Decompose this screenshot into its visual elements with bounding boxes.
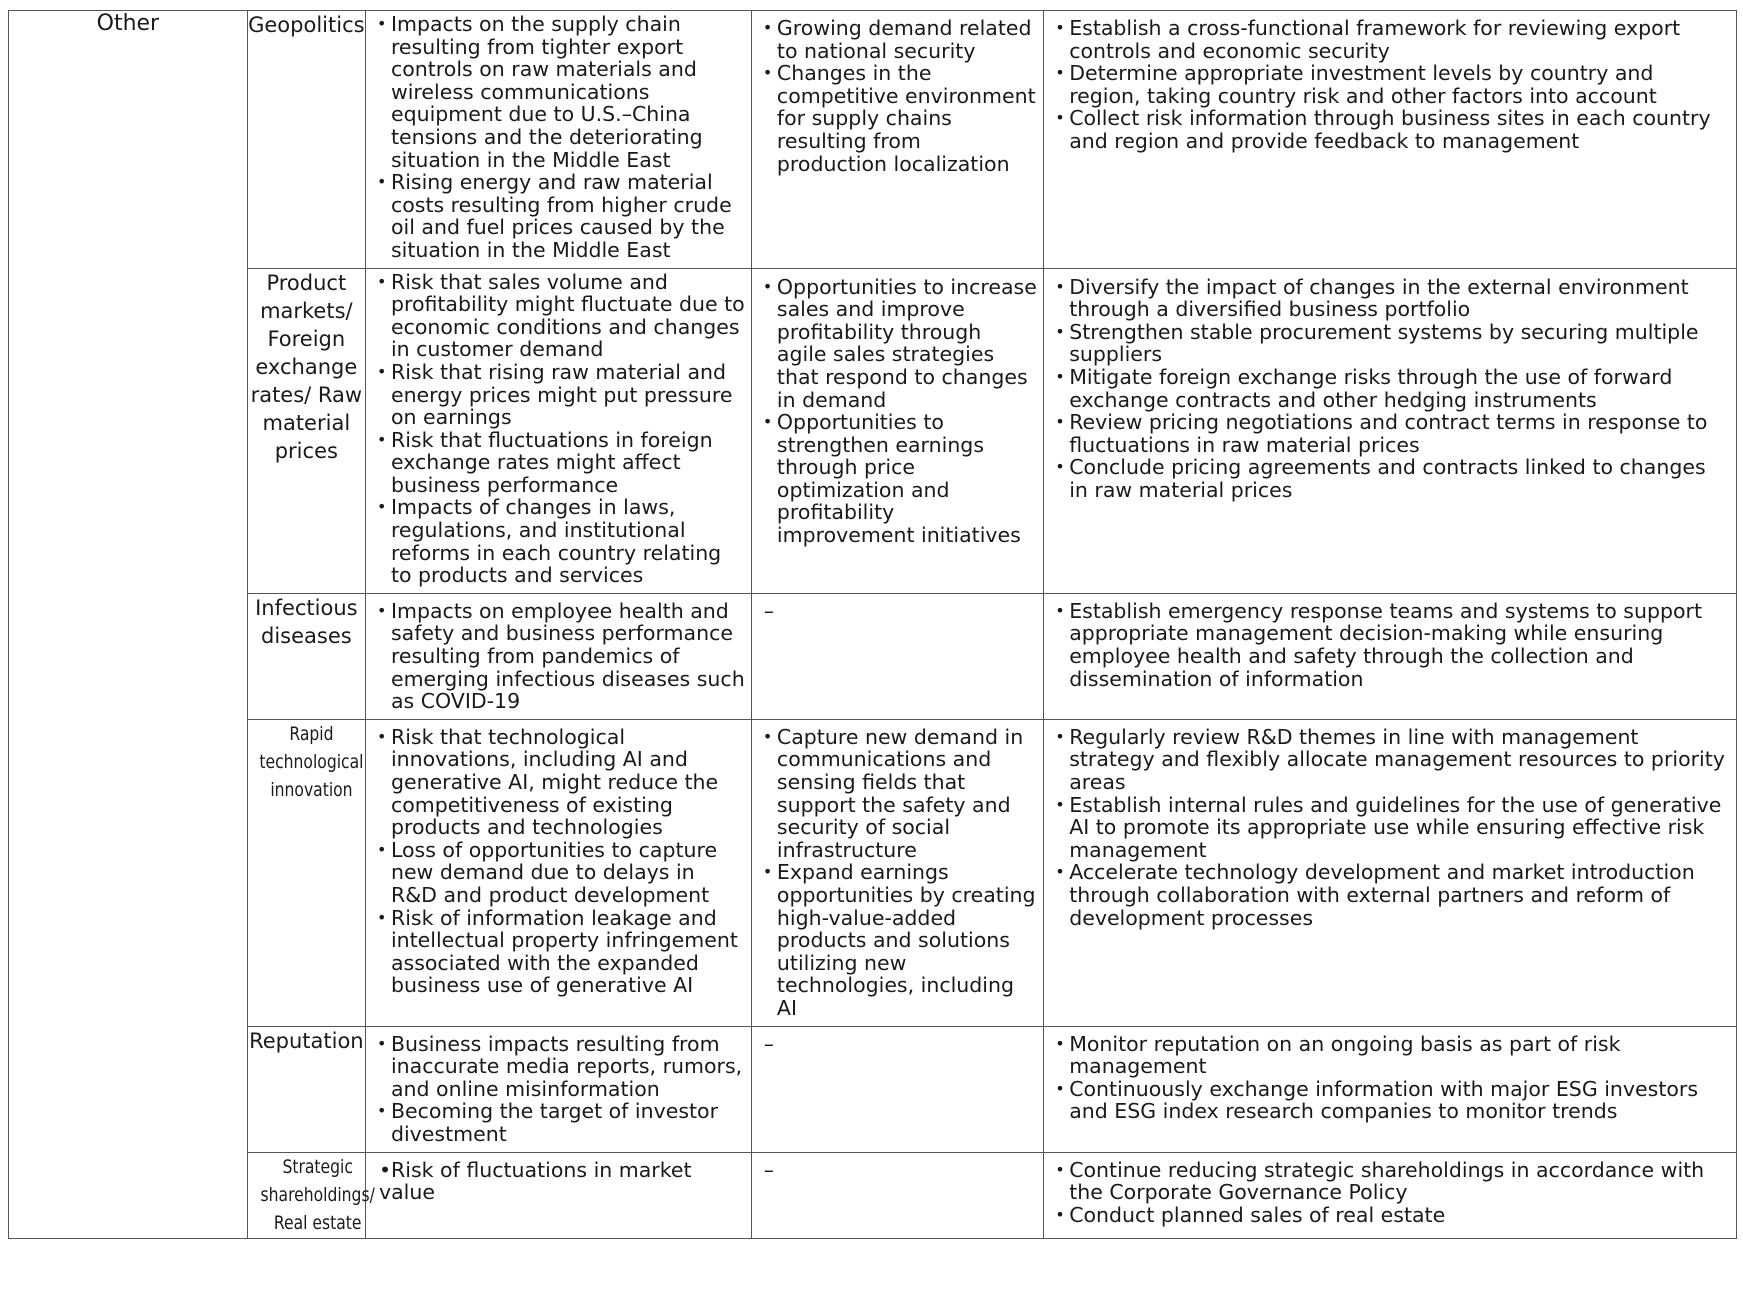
- table-row: [9, 719, 1737, 1026]
- risk-item: • Business impacts resulting from inaccurate media reports, rumors, and online misinformation: [377, 1033, 745, 1101]
- opportunity-item: • Opportunities to strengthen earnings through price optimization and profitability improvement initiatives: [763, 411, 1037, 547]
- response-item: • Mitigate foreign exchange risks through the use of forward exchange contracts and other hedging instruments: [1055, 366, 1730, 411]
- risk-item: • Rising energy and raw material costs resulting from higher crude oil and fuel prices caused by the situation in the Middle East: [377, 171, 745, 261]
- table-row: [9, 268, 1737, 593]
- response-item: • Monitor reputation on an ongoing basis as part of risk management: [1055, 1033, 1730, 1078]
- category-cell: [9, 11, 248, 1239]
- opportunity-dash: –: [763, 1031, 774, 1056]
- responses-cell: [1044, 593, 1737, 719]
- risk-item: • Impacts of changes in laws, regulations, and institutional reforms in each country relating to products and services: [377, 496, 745, 586]
- subcategory-label: Rapid technological innovation: [259, 722, 364, 801]
- risk-item: • Becoming the target of investor divestment: [377, 1100, 745, 1145]
- risk-item: • Risk of information leakage and intellectual property infringement associated with the expanded business use of generative AI: [377, 907, 745, 997]
- subcategory-label: Reputation: [249, 1028, 364, 1053]
- subcategory-cell: [247, 719, 365, 1026]
- response-item: • Establish emergency response teams and systems to support appropriate management decision-making while ensuring employee health and safety through the collection and dissemination of information: [1055, 600, 1730, 690]
- opportunities-cell: [751, 268, 1043, 593]
- subcategory-label: Strategic shareholdings/ Real estate: [260, 1155, 375, 1234]
- opportunities-cell: [751, 1026, 1043, 1152]
- table-row: [9, 1026, 1737, 1152]
- response-item: • Regularly review R&D themes in line with management strategy and flexibly allocate management resources to priority areas: [1055, 726, 1730, 794]
- opportunities-cell: [751, 11, 1043, 269]
- risks-cell: [365, 719, 751, 1026]
- response-item: • Review pricing negotiations and contract terms in response to fluctuations in raw material prices: [1055, 411, 1730, 456]
- subcategory-cell: [247, 1152, 375, 1238]
- opportunity-item: • Changes in the competitive environment for supply chains resulting from production localization: [763, 62, 1037, 175]
- opportunity-item: • Capture new demand in communications and sensing fields that support the safety and security of social infrastructure: [763, 726, 1037, 862]
- subcategory-cell: [247, 11, 365, 269]
- risk-item: • Risk that technological innovations, including AI and generative AI, might reduce the competitiveness of existing products and technologies: [377, 726, 745, 839]
- subcategory-label: Product markets/ Foreign exchange rates/ Raw material prices: [250, 270, 363, 463]
- response-item: • Establish a cross-functional framework for reviewing export controls and economic security: [1055, 17, 1730, 62]
- risk-table: [8, 10, 1737, 1239]
- opportunities-cell: [751, 1152, 1043, 1238]
- opportunities-cell: [751, 719, 1043, 1026]
- responses-cell: [1044, 11, 1737, 269]
- response-item: • Collect risk information through business sites in each country and region and provide feedback to management: [1055, 107, 1730, 152]
- opportunity-item: • Expand earnings opportunities by creating high-value-added products and solutions utilizing new technologies, including AI: [763, 861, 1037, 1019]
- risk-item: •Risk of fluctuations in market value: [378, 1157, 692, 1205]
- response-item: • Accelerate technology development and market introduction through collaboration with external partners and reform of development processes: [1055, 861, 1730, 929]
- opportunity-item: • Opportunities to increase sales and improve profitability through agile sales strategies that respond to changes in demand: [763, 276, 1037, 412]
- responses-cell: [1044, 268, 1737, 593]
- subcategory-label: Infectious diseases: [255, 595, 358, 648]
- response-item: • Strengthen stable procurement systems by securing multiple suppliers: [1055, 321, 1730, 366]
- opportunities-cell: [751, 593, 1043, 719]
- subcategory-label: Geopolitics: [248, 13, 365, 37]
- category-label: Other: [96, 11, 160, 36]
- response-item: • Conduct planned sales of real estate: [1055, 1204, 1730, 1227]
- subcategory-cell: [247, 1026, 365, 1152]
- table-row: [9, 593, 1737, 719]
- response-item: • Establish internal rules and guidelines for the use of generative AI to promote its appropriate use while ensuring effective risk management: [1055, 794, 1730, 862]
- opportunity-dash: –: [763, 598, 774, 623]
- risks-cell: [365, 593, 751, 719]
- table-row: [9, 1152, 1737, 1238]
- response-item: • Diversify the impact of changes in the external environment through a diversified business portfolio: [1055, 276, 1730, 321]
- response-item: • Continuously exchange information with major ESG investors and ESG index research companies to monitor trends: [1055, 1078, 1730, 1123]
- opportunity-item: • Growing demand related to national security: [763, 17, 1037, 62]
- opportunity-dash: –: [763, 1157, 774, 1182]
- risk-item: • Risk that sales volume and profitability might fluctuate due to economic conditions and changes in customer demand: [377, 271, 745, 361]
- responses-cell: [1044, 1026, 1737, 1152]
- responses-cell: [1044, 719, 1737, 1026]
- risk-item: • Impacts on employee health and safety and business performance resulting from pandemics of emerging infectious diseases such as COVID-19: [377, 600, 745, 713]
- response-item: • Continue reducing strategic shareholdings in accordance with the Corporate Governance Policy: [1055, 1159, 1730, 1204]
- risk-item: • Loss of opportunities to capture new demand due to delays in R&D and product development: [377, 839, 745, 907]
- response-item: • Determine appropriate investment levels by country and region, taking country risk and other factors into account: [1055, 62, 1730, 107]
- risk-item: • Risk that fluctuations in foreign exchange rates might affect business performance: [377, 429, 745, 497]
- risks-cell: [365, 1152, 751, 1238]
- response-item: • Conclude pricing agreements and contracts linked to changes in raw material prices: [1055, 456, 1730, 501]
- risks-cell: [365, 11, 751, 269]
- responses-cell: [1044, 1152, 1737, 1238]
- risks-cell: [365, 268, 751, 593]
- subcategory-cell: [247, 268, 365, 593]
- table-row: [9, 11, 1737, 269]
- subcategory-cell: [247, 593, 365, 719]
- risk-item: • Risk that rising raw material and energy prices might put pressure on earnings: [377, 361, 745, 429]
- risk-item: • Impacts on the supply chain resulting from tighter export controls on raw materials and wireless communications equipment due to U.S.–China tensions and the deteriorating situation in the Middle East: [377, 13, 745, 171]
- risks-cell: [365, 1026, 751, 1152]
